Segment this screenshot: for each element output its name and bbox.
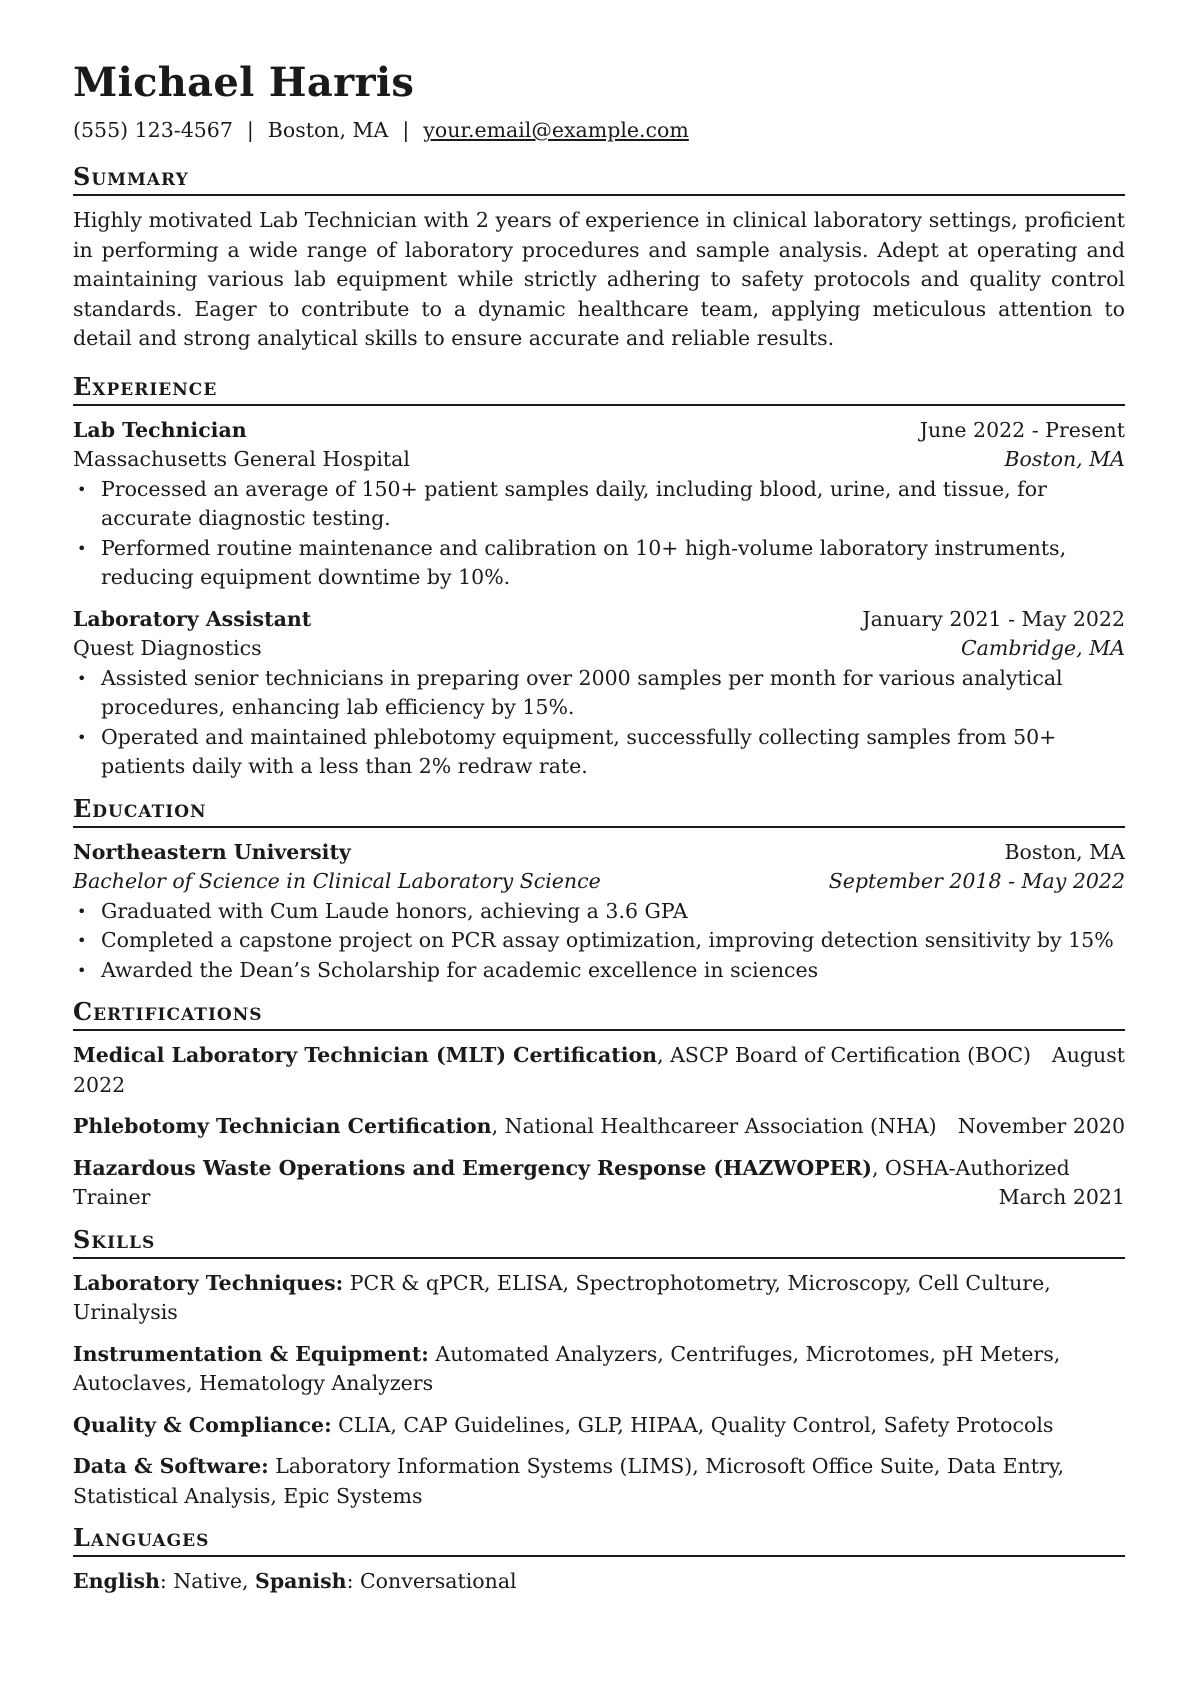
education-dates: September 2018 - May 2022 <box>828 869 1125 893</box>
location: Boston, MA <box>267 118 389 142</box>
skill-row <box>73 1411 1125 1441</box>
phone-number: (555) 123-4567 <box>73 118 233 142</box>
skill-value: PCR & qPCR, ELISA, Spectrophotometry, Microscopy, Cell Culture, Urinalysis <box>73 1270 1051 1324</box>
skill-label: Quality & Compliance: <box>73 1412 332 1437</box>
school-location: Boston, MA <box>1004 839 1125 864</box>
languages-line <box>73 1567 1125 1597</box>
bullet-item: • Assisted senior technicians in preparing over 2000 samples per month for various analytical procedures, enhancing lab efficiency by 15%. <box>101 664 1125 723</box>
skill-label: Data & Software: <box>73 1454 269 1478</box>
language-name: English <box>73 1569 160 1593</box>
cert-date: November 2020 <box>957 1114 1125 1138</box>
cert-issuer: , National Healthcareer Association (NHA) <box>491 1114 937 1138</box>
skill-value: CLIA, CAP Guidelines, GLP, HIPAA, Quality Control, Safety Protocols <box>331 1412 1054 1437</box>
education-bullets <box>73 897 1125 986</box>
job-org: Massachusetts General Hospital <box>73 447 410 471</box>
job-bullets <box>73 664 1125 782</box>
separator: | <box>402 118 410 142</box>
section-title-certifications: Certifications <box>73 997 1125 1031</box>
language-level: : Conversational <box>346 1569 517 1593</box>
certification-item <box>73 1112 1125 1142</box>
degree: Bachelor of Science in Clinical Laboratory Science <box>73 869 601 893</box>
contact-line <box>73 116 1125 144</box>
skill-value: Automated Analyzers, Centrifuges, Microtomes, pH Meters, Autoclaves, Hematology Analyzers <box>73 1341 1061 1395</box>
cert-issuer-cont: Trainer <box>73 1185 151 1209</box>
cert-date: March 2021 <box>998 1185 1125 1209</box>
language-name: Spanish <box>255 1569 347 1593</box>
section-title-education: Education <box>73 794 1125 828</box>
certification-item <box>73 1154 1125 1213</box>
cert-name: Medical Laboratory Technician (MLT) Certification <box>73 1043 658 1067</box>
skill-label: Instrumentation & Equipment: <box>73 1341 429 1366</box>
job-role: Laboratory Assistant <box>73 606 312 631</box>
bullet-item: • Operated and maintained phlebotomy equipment, successfully collecting samples from 50+ patients daily with a less than 2% redraw rate. <box>101 723 1125 782</box>
bullet-item: • Awarded the Dean’s Scholarship for academic excellence in sciences <box>101 956 1125 986</box>
skill-row <box>73 1340 1125 1399</box>
job-dates: January 2021 - May 2022 <box>862 606 1125 631</box>
job-location: Cambridge, MA <box>960 636 1125 660</box>
separator: | <box>246 118 254 142</box>
skill-row <box>73 1269 1125 1328</box>
language-level: : Native, <box>159 1569 256 1593</box>
cert-issuer: , ASCP Board of Certification (BOC) <box>657 1043 1032 1067</box>
certifications-section <box>73 997 1125 1213</box>
skills-section <box>73 1225 1125 1512</box>
cert-issuer: , OSHA-Authorized <box>872 1155 1070 1180</box>
cert-date-cont: 2022 <box>73 1072 126 1097</box>
section-title-languages: Languages <box>73 1523 1125 1557</box>
job-role: Lab Technician <box>73 417 247 442</box>
skill-label: Laboratory Techniques: <box>73 1270 344 1295</box>
school-name: Northeastern University <box>73 839 351 864</box>
resume-page <box>73 58 1125 1597</box>
bullet-item: • Completed a capstone project on PCR assay optimization, improving detection sensitivity by 15% <box>101 926 1125 956</box>
experience-entry <box>73 605 1125 782</box>
section-title-skills: Skills <box>73 1225 1125 1259</box>
section-title-summary: Summary <box>73 162 1125 196</box>
bullet-item: • Graduated with Cum Laude honors, achieving a 3.6 GPA <box>101 897 1125 927</box>
skill-value: Laboratory Information Systems (LIMS), Microsoft Office Suite, Data Entry, Statistical Analysis, Epic Systems <box>73 1454 1065 1508</box>
job-dates: June 2022 - Present <box>919 417 1125 442</box>
skill-row <box>73 1452 1125 1511</box>
section-title-experience: Experience <box>73 372 1125 406</box>
candidate-name: Michael Harris <box>73 59 415 106</box>
job-org: Quest Diagnostics <box>73 636 262 660</box>
cert-date: August <box>1051 1043 1125 1067</box>
education-section <box>73 794 1125 986</box>
job-bullets <box>73 475 1125 593</box>
summary-text: Highly motivated Lab Technician with 2 years of experience in clinical laboratory settings, proficient in performing a wide range of laboratory procedures and sample analysis. Adept at operating and maintaining various lab equipment while strictly adhering to safety protocols and quality control standards. Eager to contribute to a dynamic healthcare team, applying meticulous attention to detail and strong analytical skills to ensure accurate and reliable results. <box>73 208 1125 350</box>
bullet-item: • Processed an average of 150+ patient samples daily, including blood, urine, and tissue, for accurate diagnostic testing. <box>101 475 1125 534</box>
bullet-item: • Performed routine maintenance and calibration on 10+ high-volume laboratory instruments, reducing equipment downtime by 10%. <box>101 534 1125 593</box>
certification-item <box>73 1041 1125 1100</box>
languages-section <box>73 1523 1125 1597</box>
experience-section <box>73 372 1125 782</box>
experience-entry <box>73 416 1125 593</box>
education-entry <box>73 838 1125 986</box>
cert-name: Phlebotomy Technician Certification <box>73 1114 492 1138</box>
job-location: Boston, MA <box>1004 447 1125 471</box>
summary-section <box>73 162 1125 354</box>
email-link[interactable]: your.email@example.com <box>423 118 689 142</box>
cert-name: Hazardous Waste Operations and Emergency Response (HAZWOPER) <box>73 1155 872 1180</box>
